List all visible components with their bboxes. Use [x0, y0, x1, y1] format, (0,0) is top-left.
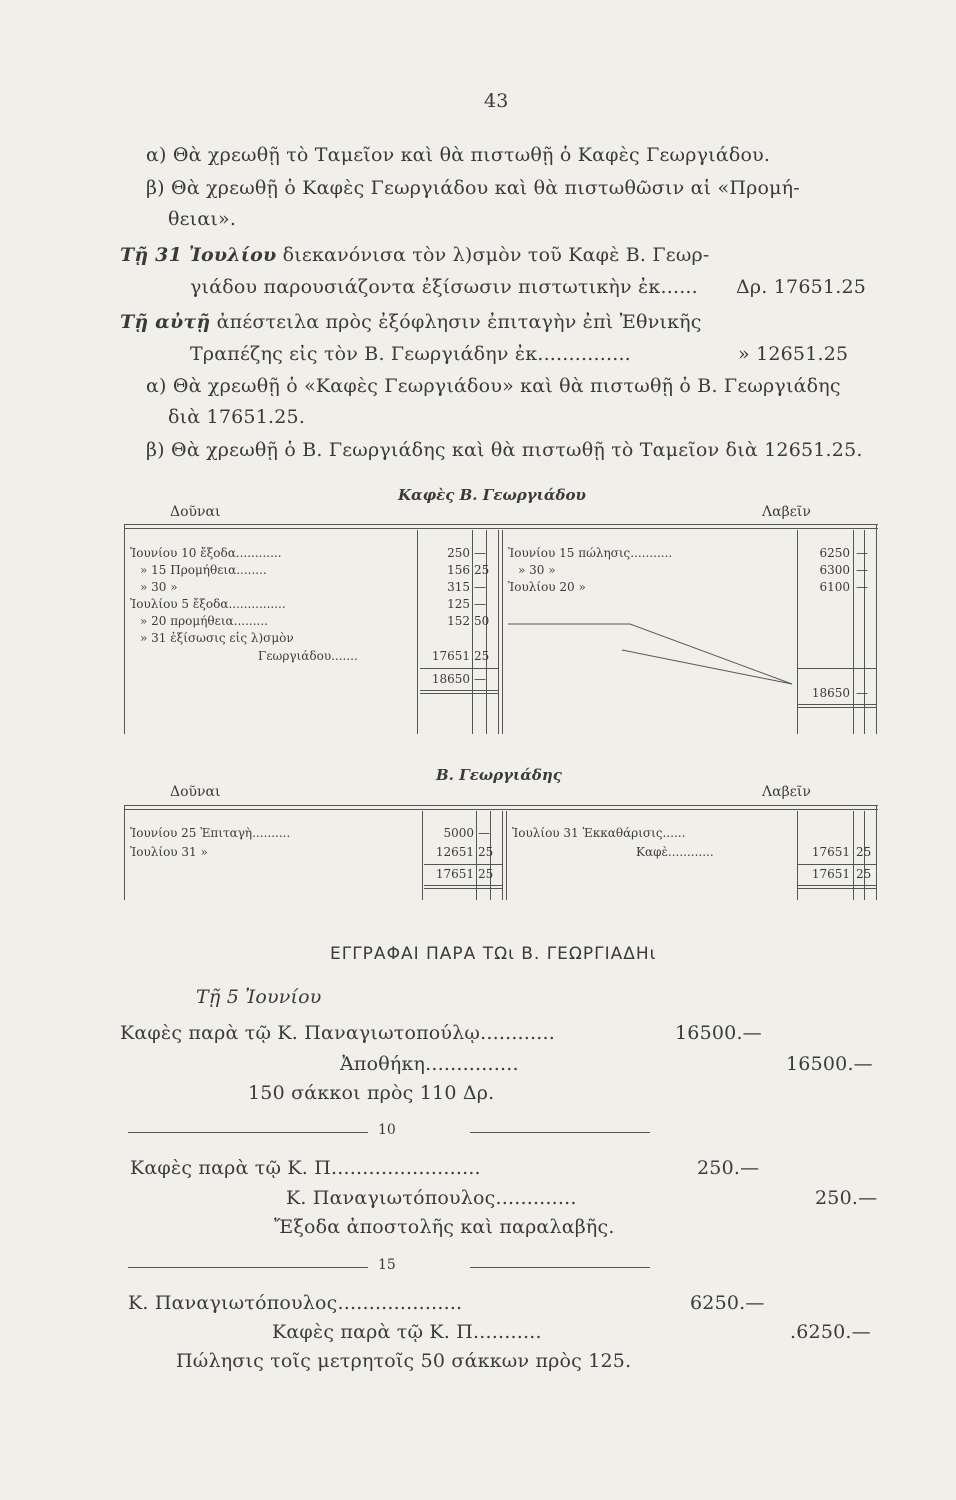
ledger-row-text: Ἰουνίου 10 ἔξοδα............	[130, 546, 282, 560]
ledger-top-rule	[124, 528, 878, 529]
ledger-debit-label: Δοῦναι	[170, 784, 221, 800]
ledger-row-text: Ἰουνίου 15 πώλησις...........	[508, 546, 673, 560]
ledger-sum-rule	[798, 864, 876, 865]
ledger-row-amount: 156	[447, 563, 470, 577]
ledger-row-text: Ἰουλίου 31 Ἐκκαθάρισις......	[512, 826, 686, 840]
ledger-center-rule	[502, 811, 503, 900]
ledger-title: Καφὲς Β. Γεωργιάδου	[398, 486, 586, 504]
page-number: 43	[484, 90, 509, 112]
ledger-credit-label: Λαβεῖν	[762, 784, 811, 800]
ledger-top-rule	[124, 809, 878, 810]
ledger-row-cents: —	[856, 580, 868, 594]
paragraph-text: διεκανόνισα τὸν λ)σμὸν τοῦ Καφὲ Β. Γεωρ-	[276, 244, 710, 266]
ledger-left-rule	[124, 524, 125, 734]
ledger-row-text: Ἰουνίου 25 Ἐπιταγὴ..........	[130, 826, 291, 840]
ledger-row-amount: 6300	[819, 563, 850, 577]
intro-line-b2-final: β) Θὰ χρεωθῇ ὁ Β. Γεωργιάδης καὶ θὰ πιστωθῇ τὸ Ταμεῖον διὰ 12651.25.	[146, 439, 863, 461]
ledger-row-cents: 25	[856, 845, 872, 859]
ledger-sum-rule	[420, 668, 498, 669]
ledger-sum-rule	[798, 668, 876, 669]
ledger-row-text: » 31 ἐξίσωσις εἰς λ)σμὸν	[140, 631, 294, 645]
ledger-double-rule	[798, 707, 876, 708]
journal-credit-amount: 250.—	[815, 1187, 878, 1209]
journal-debit-amount: 6250.—	[690, 1292, 765, 1314]
ledger-double-rule	[420, 693, 498, 694]
journal-day: 15	[378, 1257, 396, 1273]
ledger-row-cents: 25	[478, 845, 494, 859]
ledger-row-text: Ἰουλίου 31 »	[130, 845, 208, 859]
paragraph-amount: Δρ. 17651.25	[736, 276, 867, 298]
journal-debit-line: Κ. Παναγιωτόπουλος....................	[128, 1292, 463, 1314]
paragraph-text: ἀπέστειλα πρὸς ἐξόφλησιν ἐπιταγὴν ἐπὶ Ἐθνικῆς	[210, 311, 702, 333]
journal-separator	[470, 1132, 650, 1133]
ledger-col-rule	[476, 811, 477, 900]
ledger-row-amount: 17651	[431, 649, 470, 663]
ledger-center-rule	[498, 530, 499, 734]
journal-credit-line: Ἀποθήκη...............	[340, 1053, 519, 1075]
ledger-row-cents: 50	[474, 614, 490, 628]
ledger-row-amount: 152	[447, 614, 470, 628]
ledger-row-text: » 30 »	[518, 563, 556, 577]
ledger-row-text: Ἰουλίου 5 ἔξοδα...............	[130, 597, 286, 611]
ledger-row-amount: 315	[447, 580, 470, 594]
ledger-debit-label: Δοῦναι	[170, 504, 221, 520]
ledger-col-rule	[472, 530, 473, 734]
ledger-row-amount: 12651	[435, 845, 474, 859]
ledger-row-amount: 250	[447, 546, 470, 560]
ledger-row-cents: —	[474, 597, 486, 611]
journal-debit-line: Καφὲς παρὰ τῷ Κ. Παναγιωτοπούλῳ............	[120, 1022, 555, 1044]
paragraph-line: γιάδου παρουσιάζοντα ἐξίσωσιν πιστωτικὴν ἐκ......	[190, 276, 698, 298]
ledger-row-cents: 25	[474, 649, 490, 663]
journal-separator	[128, 1267, 368, 1268]
ledger-double-rule	[424, 885, 502, 886]
ledger-row-cents: 25	[474, 563, 490, 577]
ledger-row-text: » 30 »	[140, 580, 178, 594]
journal-heading: ΕΓΓΡΑΦΑΙ ΠΑΡΑ ΤΩι Β. ΓΕΩΡΓΙΑΔΗι	[330, 944, 657, 964]
ledger-top-rule	[124, 805, 878, 806]
ledger-double-rule	[420, 690, 498, 691]
ledger-credit-label: Λαβεῖν	[762, 504, 811, 520]
ledger-row-amount: 6250	[819, 546, 850, 560]
ledger-total-amount: 18650	[811, 686, 850, 700]
ledger-col-rule	[853, 811, 854, 900]
ledger-total-cents: —	[856, 686, 868, 700]
intro-line-a2-cont: διὰ 17651.25.	[168, 406, 306, 428]
ledger-row-amount: 5000	[443, 826, 474, 840]
intro-line-b1: β) Θὰ χρεωθῇ ὁ Καφὲς Γεωργιάδου καὶ θὰ πιστωθῶσιν αἱ «Προμή-	[146, 177, 800, 199]
ledger-row-text: Ἰουλίου 20 »	[508, 580, 586, 594]
ledger-filler-lines	[502, 600, 802, 690]
ledger-row-cents: —	[856, 546, 868, 560]
journal-note: Πώλησις τοῖς μετρητοῖς 50 σάκκων πρὸς 125.	[176, 1350, 632, 1372]
ledger-double-rule	[798, 888, 876, 889]
ledger-row-text: Καφὲ............	[636, 845, 714, 859]
intro-line-a2: α) Θὰ χρεωθῇ ὁ «Καφὲς Γεωργιάδου» καὶ θὰ πιστωθῇ ὁ Β. Γεωργιάδης	[146, 375, 841, 397]
ledger-row-text: » 20 προμήθεια.........	[140, 614, 268, 628]
journal-credit-amount: 16500.—	[786, 1053, 873, 1075]
ledger-row-amount: 17651	[811, 845, 850, 859]
ledger-row-cents: —	[474, 546, 486, 560]
ledger-right-rule	[876, 805, 877, 900]
ledger-total-amount: 17651	[435, 867, 474, 881]
intro-line-a: α) Θὰ χρεωθῇ τὸ Ταμεῖον καὶ θὰ πιστωθῇ ὁ Καφὲς Γεωργιάδου.	[146, 144, 771, 166]
ledger-col-rule	[486, 530, 487, 734]
paragraph-lead: Τῇ 31 Ἰουλίου	[120, 244, 277, 266]
paragraph-31-july	[120, 244, 710, 266]
ledger-row-amount: 6100	[819, 580, 850, 594]
ledger-row-text: Γεωργιάδου.......	[258, 649, 358, 663]
ledger-total-cents: 25	[856, 867, 872, 881]
ledger-left-rule	[124, 805, 125, 900]
journal-separator	[470, 1267, 650, 1268]
paragraph-amount: » 12651.25	[738, 343, 849, 365]
journal-credit-line: Καφὲς παρὰ τῷ Κ. Π...........	[272, 1321, 542, 1343]
journal-date: Τῇ 5 Ἰουνίου	[196, 986, 322, 1008]
ledger-top-rule	[124, 524, 878, 525]
ledger-row-cents: —	[474, 580, 486, 594]
journal-credit-line: Κ. Παναγιωτόπουλος.............	[286, 1187, 577, 1209]
journal-debit-line: Καφὲς παρὰ τῷ Κ. Π........................	[130, 1157, 481, 1179]
journal-debit-amount: 16500.—	[675, 1022, 762, 1044]
paragraph-same-day	[120, 311, 702, 333]
ledger-row-amount: 125	[447, 597, 470, 611]
journal-note: 150 σάκκοι πρὸς 110 Δρ.	[248, 1082, 495, 1104]
ledger-row-cents: —	[478, 826, 490, 840]
ledger-center-rule	[506, 811, 507, 900]
ledger-double-rule	[798, 885, 876, 886]
ledger-double-rule	[424, 888, 502, 889]
ledger-total-amount: 18650	[431, 672, 470, 686]
ledger-right-rule	[876, 524, 877, 734]
journal-credit-amount: .6250.—	[790, 1321, 871, 1343]
intro-line-b2: θειαι».	[168, 208, 237, 230]
journal-note: Ἔξοδα ἀποστολῆς καὶ παραλαβῆς.	[274, 1216, 615, 1238]
ledger-double-rule	[798, 704, 876, 705]
ledger-row-cents: —	[856, 563, 868, 577]
paragraph-lead: Τῇ αὐτῇ	[120, 311, 211, 333]
ledger-row-text: » 15 Προμήθεια........	[140, 563, 267, 577]
ledger-total-cents: 25	[478, 867, 494, 881]
ledger-col-rule	[417, 530, 418, 734]
ledger-sum-rule	[424, 864, 502, 865]
journal-debit-amount: 250.—	[697, 1157, 760, 1179]
ledger-total-amount: 17651	[811, 867, 850, 881]
paragraph-line: Τραπέζης εἰς τὸν Β. Γεωργιάδην ἐκ...............	[190, 343, 631, 365]
ledger-title: Β. Γεωργιάδης	[436, 766, 562, 784]
journal-day: 10	[378, 1122, 396, 1138]
ledger-total-cents: —	[474, 672, 486, 686]
journal-separator	[128, 1132, 368, 1133]
